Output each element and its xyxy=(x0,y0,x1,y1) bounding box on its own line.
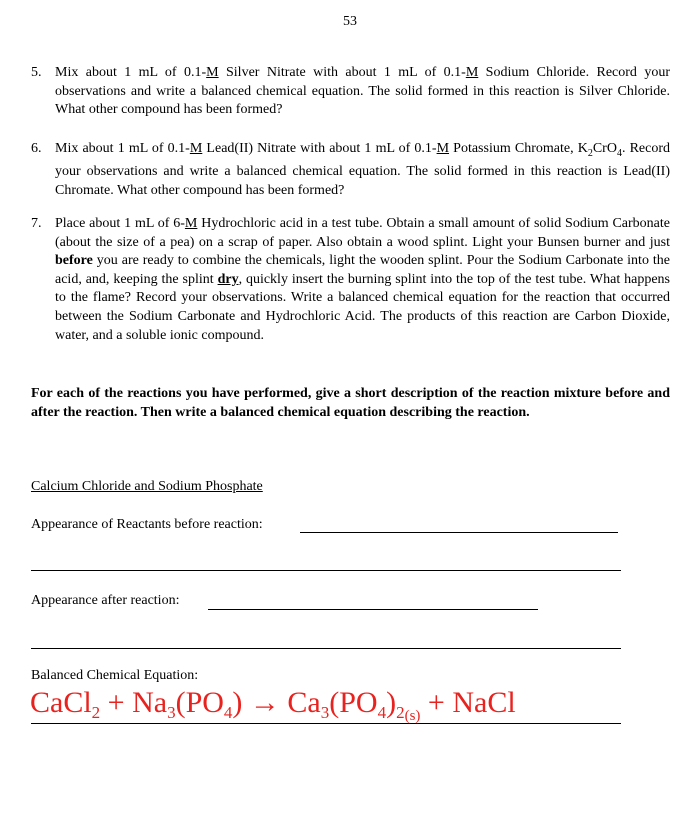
item-number: 7. xyxy=(31,216,42,231)
item-text: Mix about 1 mL of 0.1-M Lead(II) Nitrate with about 1 mL of 0.1-M Potassium Chromate, $K_2CrO_4$. Record your observations and write a balanced chemical equation. The solid formed in this reaction is Lead(II) Chromate. What other compound has been formed? xyxy=(55,141,670,198)
page-number: 53 xyxy=(343,14,357,29)
instruction-item-7 xyxy=(31,215,670,345)
handwritten-equation: CaCl$_2$ + $Na_3(PO_4) \to Ca_3(PO_4)_{2(s)}$ + NaCl xyxy=(30,686,516,724)
answer-line xyxy=(31,723,621,724)
section-heading: Calcium Chloride and Sodium Phosphate xyxy=(31,479,263,494)
balanced-equation-label: Balanced Chemical Equation: xyxy=(31,668,199,683)
item-number: 6. xyxy=(31,141,42,156)
instruction-item-5 xyxy=(31,64,670,120)
answer-line xyxy=(31,648,621,649)
instruction-item-6 xyxy=(31,140,670,201)
item-text: Place about 1 mL of 6-M Hydrochloric acid in a test tube. Obtain a small amount of solid Sodium Carbonate (about the size of a pea) on a scrap of paper. Also obtain a wood splint. Light your Bunsen burner and just before you are ready to combine the chemicals, light the wooden splint. Pour the Sodium Carbonate into the acid, and, keeping the splint dry, quickly insert the burning splint into the top of the test tube. What happens to the flame? Record your observations. Write a balanced chemical equation for the reaction that occurred between the Sodium Carbonate and Hydrochloric Acid. The products of this reaction are Carbon Dioxide, water, and a soluble ionic compound. xyxy=(55,216,670,343)
item-text: Mix about 1 mL of 0.1-M Silver Nitrate with about 1 mL of 0.1-M Sodium Chloride. Record your observations and write a balanced chemical equation. The solid formed in this reaction is Silver Chloride. What other compound has been formed? xyxy=(55,65,670,118)
answer-line xyxy=(31,570,621,571)
bold-instructions: For each of the reactions you have performed, give a short description of the reaction mixture before and after the reaction. Then write a balanced chemical equation describing the reaction. xyxy=(31,386,670,420)
reactants-before-label: Appearance of Reactants before reaction: xyxy=(31,517,263,532)
item-number: 5. xyxy=(31,65,42,80)
answer-line xyxy=(300,532,618,533)
after-label: Appearance after reaction: xyxy=(31,593,180,608)
answer-line xyxy=(208,609,538,610)
